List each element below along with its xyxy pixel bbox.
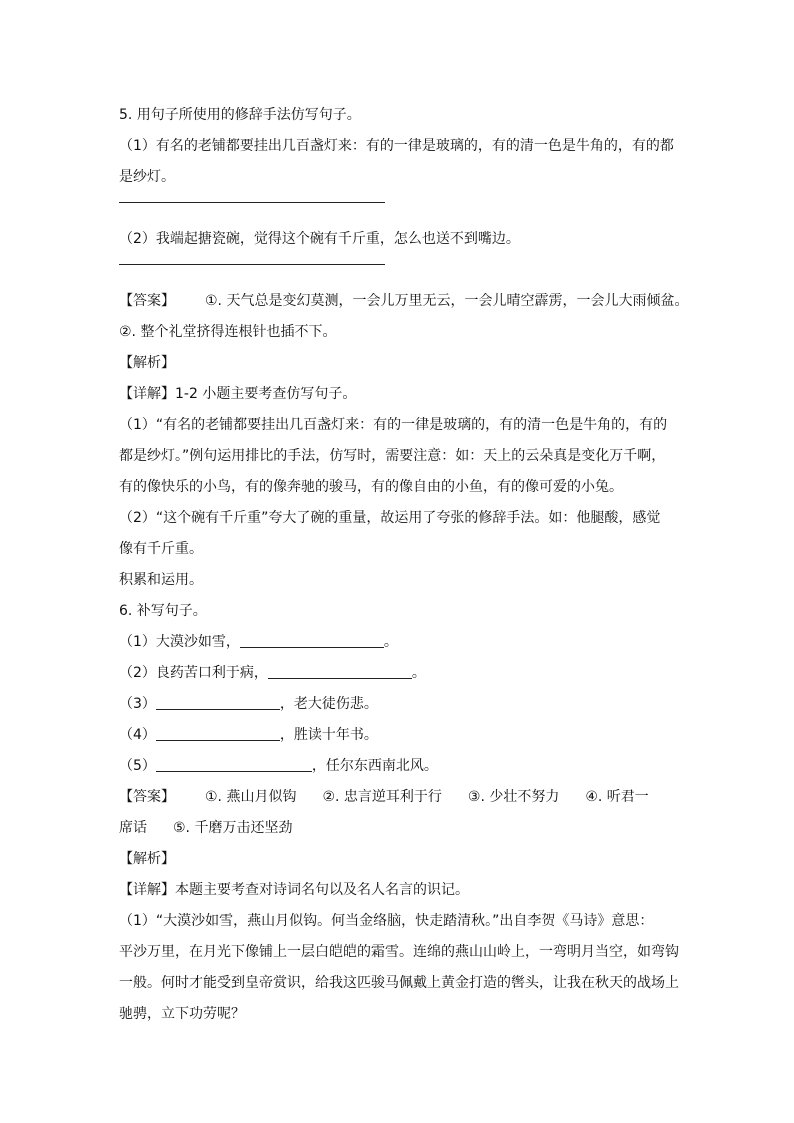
q5-summary: 积累和运用。 bbox=[119, 572, 203, 588]
q5-detail-2b: 像有千斤重。 bbox=[119, 541, 203, 557]
q6-s2-prefix: （2）良药苦口利于病， bbox=[119, 665, 268, 681]
q6-s5-prefix: （5） bbox=[119, 758, 156, 774]
q6-s3-suffix: ，老大徒伤悲。 bbox=[279, 696, 378, 712]
q5-detail-1a: （1）“有名的老铺都要挂出几百盏灯来：有的一律是玻璃的，有的清一色是牛角的，有的 bbox=[119, 417, 668, 433]
q6-blank-3[interactable] bbox=[156, 695, 280, 710]
answer-tag: 【答案】 bbox=[119, 789, 175, 805]
q5-answer-blank-1[interactable] bbox=[119, 193, 675, 224]
q6-s1-prefix: （1）大漠沙如雪， bbox=[119, 634, 240, 650]
question-5-title: 5. 用句子所使用的修辞手法仿写句子。 bbox=[119, 107, 361, 123]
document-page bbox=[119, 100, 689, 1030]
q6-answer-line1 bbox=[119, 782, 675, 813]
q5-answer-blank-2[interactable] bbox=[119, 255, 675, 286]
q5-sub1-line1: （1）有名的老铺都要挂出几百盏灯来：有的一律是玻璃的，有的清一色是牛角的，有的都 bbox=[119, 138, 674, 154]
q6-detail-1a: （1）“大漠沙如雪，燕山月似钩。何当金络脑，快走踏清秋。”出自李贺《马诗》意思： bbox=[119, 913, 654, 929]
q5-detail-1c: 有的像快乐的小鸟，有的像奔驰的骏马，有的像自由的小鱼，有的像可爱的小兔。 bbox=[119, 479, 623, 495]
q5-detail: 【详解】1-2 小题主要考查仿写句子。 bbox=[119, 386, 357, 402]
q6-s1-suffix: 。 bbox=[383, 634, 398, 650]
q6-sentence-5 bbox=[119, 751, 675, 782]
q5-answer-line1 bbox=[119, 286, 689, 317]
q6-blank-2[interactable] bbox=[268, 664, 412, 679]
q6-sentence-4 bbox=[119, 720, 675, 751]
q6-answer-2: ②. 忠言逆耳利于行 bbox=[322, 789, 442, 805]
q6-answer-4a: ④. 听君一 bbox=[585, 789, 649, 805]
q6-sentence-1 bbox=[119, 627, 675, 658]
q6-detail-1b: 平沙万里，在月光下像铺上一层白皑皑的霜雪。连绵的燕山山岭上，一弯明月当空，如弯钩 bbox=[119, 944, 679, 960]
q5-sub1-line2: 是纱灯。 bbox=[119, 169, 175, 185]
q6-answer-5: ⑤. 千磨万击还坚劲 bbox=[173, 820, 293, 836]
q6-answer-3: ③. 少壮不努力 bbox=[467, 789, 560, 805]
question-6-title: 6. 补写句子。 bbox=[119, 603, 207, 619]
q5-analysis-tag: 【解析】 bbox=[119, 355, 175, 371]
q6-detail-1d: 驰骋，立下功劳呢？ bbox=[119, 1006, 245, 1022]
q6-answer-line2 bbox=[119, 813, 675, 844]
q6-sentence-2 bbox=[119, 658, 675, 689]
q5-answer-2: ②. 整个礼堂挤得连根针也插不下。 bbox=[119, 324, 337, 340]
q6-sentence-3 bbox=[119, 689, 675, 720]
q6-blank-1[interactable] bbox=[240, 633, 384, 648]
q6-s2-suffix: 。 bbox=[411, 665, 426, 681]
q6-detail-1c: 一般。何时才能受到皇帝赏识，给我这匹骏马佩戴上黄金打造的辔头，让我在秋天的战场上 bbox=[119, 975, 679, 991]
answer-tag: 【答案】 bbox=[119, 293, 175, 309]
q6-s4-prefix: （4） bbox=[119, 727, 156, 743]
q6-s4-suffix: ，胜读十年书。 bbox=[279, 727, 378, 743]
q6-s5-suffix: ，任尔东西南北风。 bbox=[311, 758, 438, 774]
q6-answer-4b: 席话 bbox=[119, 820, 147, 836]
q6-s3-prefix: （3） bbox=[119, 696, 156, 712]
q5-sub2: （2）我端起搪瓷碗，觉得这个碗有千斤重，怎么也送不到嘴边。 bbox=[119, 231, 520, 247]
q6-detail: 【详解】本题主要考查对诗词名句以及名人名言的识记。 bbox=[119, 882, 469, 898]
q6-answer-1: ①. 燕山月似钩 bbox=[205, 789, 297, 805]
q5-answer-1: ①. 天气总是变幻莫测，一会儿万里无云，一会儿晴空霹雳，一会儿大雨倾盆。 bbox=[205, 293, 689, 309]
q6-blank-5[interactable] bbox=[156, 757, 312, 772]
q5-detail-2a: （2）“这个碗有千斤重”夸大了碗的重量，故运用了夸张的修辞手法。如：他腿酸，感觉 bbox=[119, 510, 661, 526]
q5-detail-1b: 都是纱灯。”例句运用排比的手法，仿写时，需要注意：如：天上的云朵真是变化万千啊， bbox=[119, 448, 666, 464]
q6-blank-4[interactable] bbox=[156, 726, 280, 741]
q6-analysis-tag: 【解析】 bbox=[119, 851, 175, 867]
